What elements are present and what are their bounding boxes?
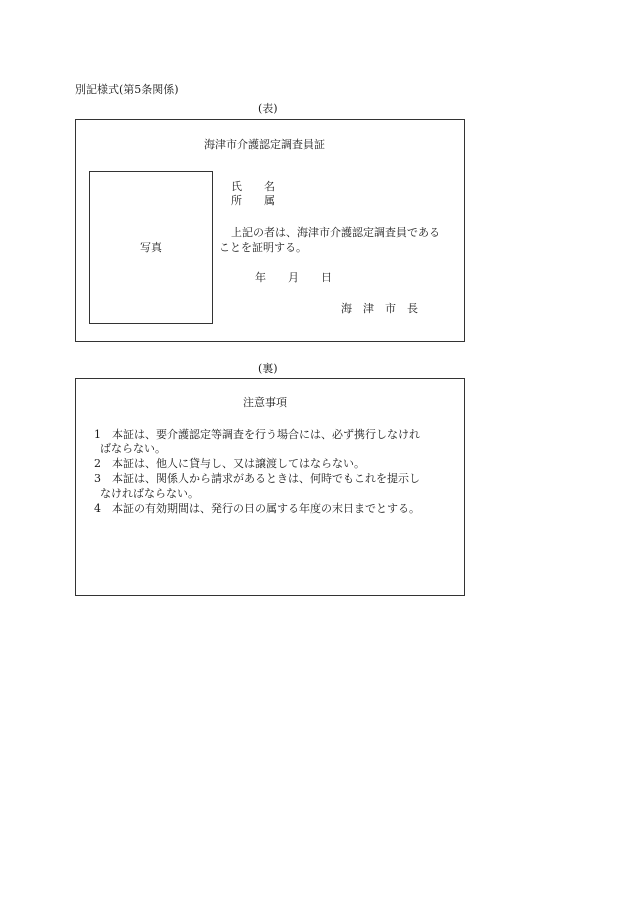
form-title: 別記様式(第5条関係) — [75, 83, 179, 96]
note-4: 4 本証の有効期間は、発行の日の属する年度の末日までとする。 — [94, 502, 420, 515]
photo-label: 写真 — [140, 241, 162, 254]
notes-title: 注意事項 — [243, 396, 287, 409]
note-2: 2 本証は、他人に貸与し、又は譲渡してはならない。 — [94, 457, 365, 470]
note-3-line-1: 3 本証は、関係人から請求があるときは、何時でもこれを提示し — [94, 472, 420, 485]
issue-date-line: 年 月 日 — [255, 271, 332, 284]
name-field-label: 氏 名 — [231, 180, 275, 193]
card-title: 海津市介護認定調査員証 — [204, 138, 325, 151]
note-3-line-2: なければならない。 — [100, 487, 199, 500]
affiliation-field-label: 所 属 — [231, 194, 275, 207]
note-1-line-2: ばならない。 — [100, 442, 166, 455]
issuer-signature: 海 津 市 長 — [341, 302, 418, 315]
certification-text-line2: ことを証明する。 — [219, 241, 307, 254]
back-section-label: (裏) — [258, 362, 278, 375]
certification-text-line1: 上記の者は、海津市介護認定調査員である — [231, 226, 440, 239]
front-section-label: (表) — [258, 102, 278, 115]
note-1-line-1: 1 本証は、要介護認定等調査を行う場合には、必ず携行しなけれ — [94, 428, 420, 441]
